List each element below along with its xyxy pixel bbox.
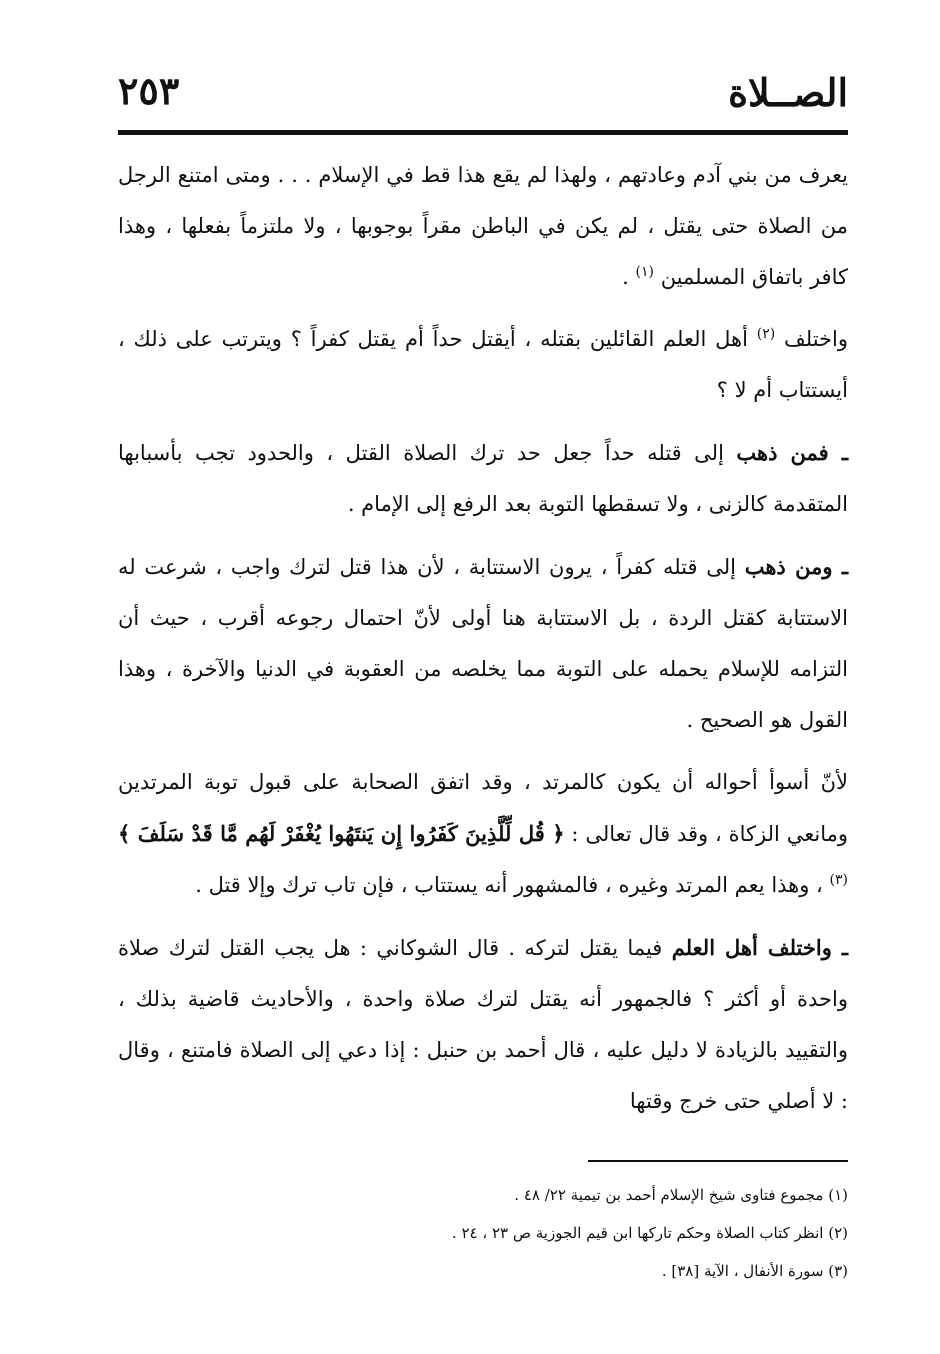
paragraph-text: يعرف من بني آدم وعادتهم ، ولهذا لم يقع هذا قط في الإسلام . . . ومتى امتنع الرجل من الصلاة حتى يقتل ، لم يكن في الباطن مقراً بوجوبها ، ولا ملتزماً بفعلها ، وهذا كافر باتفاق المسلمين [118,163,848,289]
header-rule [118,130,848,135]
paragraph-text: لأنّ أسوأ أحواله أن يكون كالمرتد ، وقد اتفق الصحابة على قبول توبة المرتدين ومانعي الزكاة ، وقد قال تعالى : [118,770,848,846]
paragraph-3 [118,427,848,530]
paragraph-5 [118,757,848,911]
paragraph-6 [118,922,848,1127]
page-number: ٢٥٣ [118,68,180,113]
paragraph-2 [118,314,848,416]
paragraph-1 [118,150,848,303]
paragraph-text: ، وهذا يعم المرتد وغيره ، فالمشهور أنه يستتاب ، فإن تاب ترك وإلا قتل . [195,873,823,897]
footnote-separator [588,1160,848,1162]
paragraph-text: فيما يقتل لتركه . قال الشوكاني : هل يجب القتل لترك صلاة واحدة أو أكثر ؟ فالجمهور أنه يقتل لترك صلاة واحدة ، والأحاديث قاضية بذلك ، والتقييد بالزيادة لا دليل عليه ، قال أحمد بن حنبل : إذا دعي إلى الصلاة فامتنع ، وقال : لا أصلي حتى خرج وقتها [118,936,848,1113]
quran-verse: ﴿ قُل لِّلَّذِينَ كَفَرُوا إِن يَنتَهُوا يُغْفَرْ لَهُم مَّا قَدْ سَلَفَ ﴾ [118,821,565,846]
paragraph-text: إلى قتله كفراً ، يرون الاستتابة ، لأن هذا قتل لترك واجب ، شرعت له الاستتابة كقتل الردة ، بل الاستتابة هنا أولى لأنّ احتمال رجوعه أقرب ، حيث أن التزامه للإسلام يحمله على التوبة مما يخلصه من العقوبة في الدنيا والآخرة ، وهذا القول هو الصحيح . [118,555,848,732]
footnote-1: (١) مجموع فتاوى شيخ الإسلام أحمد بن تيمية ٢٢/ ٤٨ . [514,1186,848,1204]
paragraph-text: أهل العلم القائلين بقتله ، أيقتل حداً أم يقتل كفراً ؟ ويترتب على ذلك ، أيستتاب أم لا ؟ [118,327,848,402]
paragraph-lead: ـ ومن ذهب [744,554,848,579]
paragraph-text: إلى قتله حداً جعل حد ترك الصلاة القتل ، والحدود تجب بأسبابها المتقدمة كالزنى ، ولا تسقطها التوبة بعد الرفع إلى الإمام . [118,441,848,516]
paragraph-lead: ـ فمن ذهب [736,440,848,465]
running-title: الصــلاة [728,70,848,115]
main-text [118,150,848,1127]
paragraph-text: واختلف [784,327,848,351]
footnote-ref-1: (١) [635,264,654,280]
page-header [118,62,848,122]
footnote-2: (٢) انظر كتاب الصلاة وحكم تاركها ابن قيم الجوزية ص ٢٣ ، ٢٤ . [451,1224,848,1242]
paragraph-4 [118,541,848,746]
paragraph-lead: ـ واختلف أهل العلم [671,935,848,960]
footnote-ref-3: (٣) [829,872,848,888]
paragraph-text: . [622,265,629,289]
footnotes [118,1176,848,1290]
footnote-3: (٣) سورة الأنفال ، الآية [٣٨] . [661,1262,848,1280]
footnote-ref-2: (٢) [756,326,776,342]
